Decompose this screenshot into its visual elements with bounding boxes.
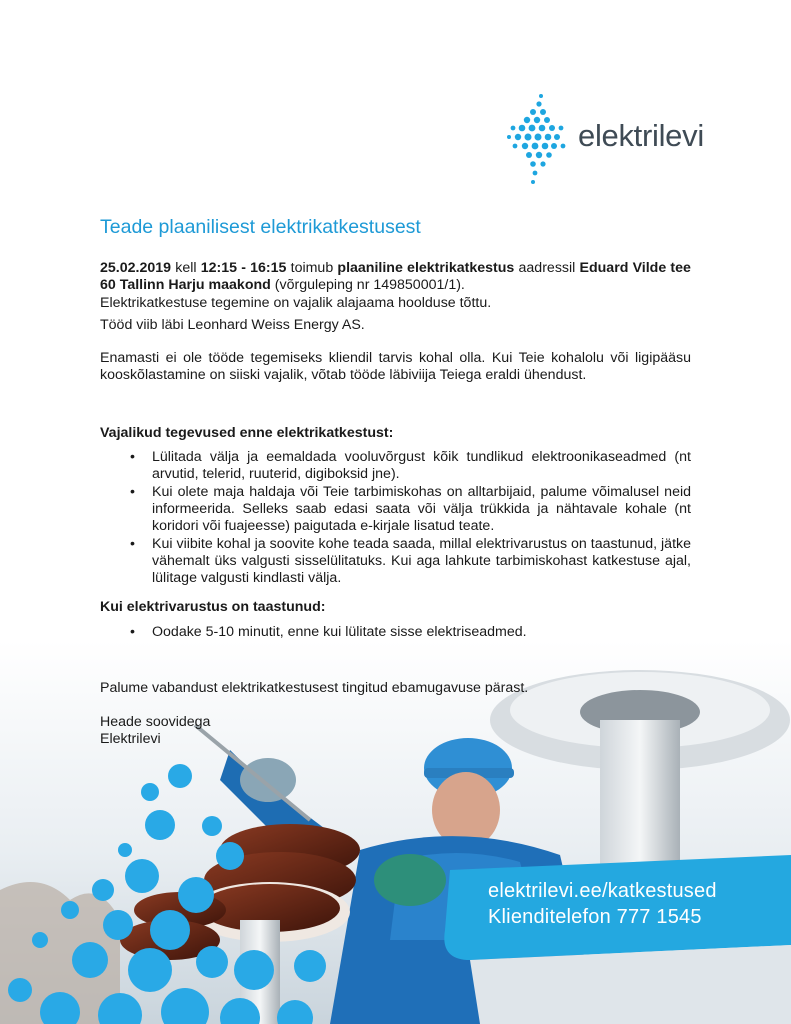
- notice-contractor: Tööd viib läbi Leonhard Weiss Energy AS.: [100, 317, 365, 333]
- list-item: • Kui olete maja haldaja või Teie tarbimiskohas on alltarbijaid, palume võimalusel neid informeerida. Selleks saab edasi saata või välja trükkida ja nähtavale kohale (nt koridori või fuajeesse) paigutada e-kirjale lisatud teate.: [100, 484, 691, 535]
- glove-green: [374, 854, 446, 906]
- before-heading: Vajalikud tegevused enne elektrikatkestust:: [100, 425, 394, 441]
- lineman-photo: [0, 640, 791, 1024]
- notice-address: Eduard Vilde tee 60 Tallinn Harju maakond: [100, 260, 691, 293]
- logo-wordmark: elektrilevi: [578, 118, 704, 153]
- notice-kell: kell: [175, 260, 197, 276]
- apology-text: Palume vabandust elektrikatkestusest tingitud ebamugavuse pärast.: [100, 680, 529, 696]
- page-title: Teade plaanilisest elektrikatkestusest: [100, 216, 421, 238]
- after-heading: Kui elektrivarustus on taastunud:: [100, 599, 326, 615]
- banner-phone: Klienditelefon 777 1545: [488, 906, 702, 928]
- glove: [240, 758, 296, 802]
- banner-url-link[interactable]: elektrilevi.ee/katkestused: [488, 880, 717, 902]
- notice-reason: Elektrikatkestuse tegemine on vajalik alajaama hoolduse tõttu.: [100, 295, 492, 311]
- notice-aadressil: aadressil: [518, 260, 576, 276]
- notice-contract: (võrguleping nr 149850001/1).: [274, 277, 465, 293]
- list-item: • Oodake 5-10 minutit, enne kui lülitate sisse elektriseadmed.: [100, 624, 691, 641]
- list-item: • Kui viibite kohal ja soovite kohe teada saada, millal elektrivarustus on taastunud, jätke vähemalt üks valgusti sisselülitatuks. Kui aga lahkute tarbimiskohast katkestuse ajal, lülitage valgusti kindlasti välja.: [100, 536, 691, 587]
- before-list: [100, 449, 691, 588]
- notice-toimub: toimub: [290, 260, 334, 276]
- closing-signature: Elektrilevi: [100, 731, 161, 747]
- notice-paragraph: [100, 260, 691, 294]
- list-item: • Lülitada välja ja eemaldada vooluvõrgust kõik tundlikud elektroonikaseadmed (nt arvutid, telerid, ruuterid, digiboksid jne).: [100, 449, 691, 483]
- closing-greeting: Heade soovidega: [100, 714, 211, 730]
- notice-event: plaaniline elektrikatkestus: [337, 260, 515, 276]
- notice-time: 12:15 - 16:15: [200, 260, 287, 276]
- presence-paragraph: Enamasti ei ole tööde tegemiseks kliendil tarvis kohal olla. Kui Teie kohalolu või ligipääsu kooskõlastamine on siiski vajalik, võtab tööde läbiviija Teiega eraldi ühendust.: [100, 350, 691, 383]
- notice-date: 25.02.2019: [100, 260, 172, 276]
